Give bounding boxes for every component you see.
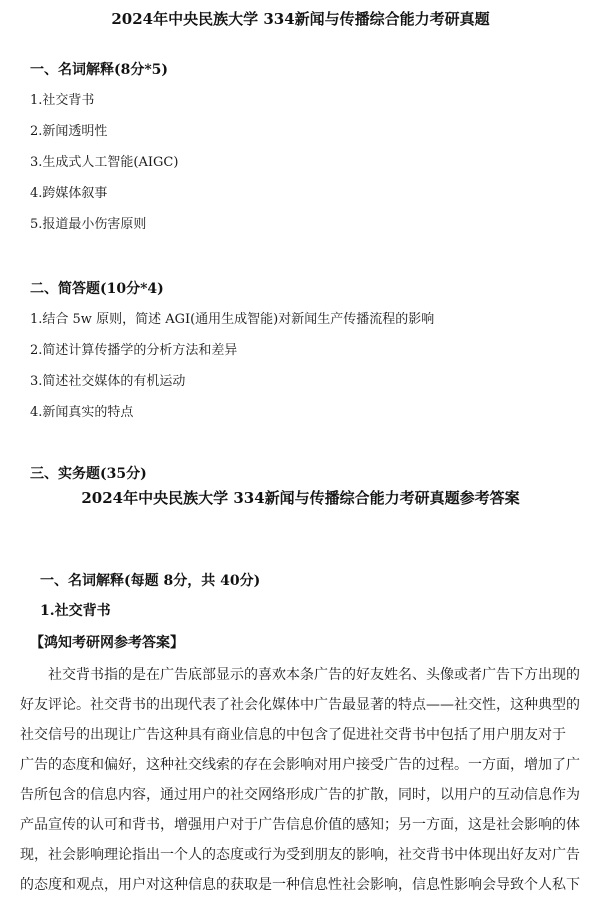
section-2-item: 1.结合 5w 原则，简述 AGI(通用生成智能)对新闻生产传播流程的影响 (30, 312, 435, 327)
answers-item-heading: 1.社交背书 (40, 603, 111, 619)
section-2-item: 2.简述计算传播学的分析方法和差异 (30, 343, 238, 358)
paragraph-line: 好友评论。社交背书的出现代表了社会化媒体中广告最显著的特点——社交性，这种典型的 (20, 697, 580, 713)
paragraph-line: 产品宣传的认可和背书，增强用户对于广告信息价值的感知；另一方面，这是社会影响的体 (20, 817, 580, 833)
paragraph-line: 的态度和观点，用户对这种信息的获取是一种信息性社会影响，信息性影响会导致个人私下 (20, 877, 580, 893)
paragraph-line: 广告的态度和偏好，这种社交线索的存在会影响对用户接受广告的过程。一方面，增加了广 (20, 757, 580, 773)
section-1-item: 3.生成式人工智能(AIGC) (30, 155, 179, 170)
section-1-item: 1.社交背书 (30, 93, 95, 108)
section-1-item: 2.新闻透明性 (30, 124, 108, 139)
section-2-item: 4.新闻真实的特点 (30, 405, 134, 420)
section-1-item: 4.跨媒体叙事 (30, 186, 108, 201)
section-1-heading: 一、名词解释(8分*5) (30, 62, 169, 78)
paragraph-line: 社交背书指的是在广告底部显示的喜欢本条广告的好友姓名、头像或者广告下方出现的 (48, 667, 580, 683)
section-1-item: 5.报道最小伤害原则 (30, 217, 147, 232)
section-2-item: 3.简述社交媒体的有机运动 (30, 374, 186, 389)
answer-source-label: 【鸿知考研网参考答案】 (30, 635, 184, 651)
exam-title: 2024年中央民族大学 334新闻与传播综合能力考研真题 (111, 10, 490, 28)
answers-title: 2024年中央民族大学 334新闻与传播综合能力考研真题参考答案 (81, 489, 520, 507)
answers-section-heading: 一、名词解释(每题 8分，共 40分) (40, 573, 261, 589)
paragraph-line: 社交信号的出现让广告这种具有商业信息的中包含了促进社交背书中包括了用户朋友对于 (20, 727, 566, 743)
paragraph-line: 告所包含的信息内容，通过用户的社交网络形成广告的扩散，同时，以用户的互动信息作为 (20, 787, 580, 803)
section-2-heading: 二、简答题(10分*4) (30, 281, 164, 297)
section-3-heading: 三、实务题(35分) (30, 466, 147, 482)
paragraph-line: 现，社会影响理论指出一个人的态度或行为受到朋友的影响，社交背书中体现出好友对广告 (20, 847, 580, 863)
